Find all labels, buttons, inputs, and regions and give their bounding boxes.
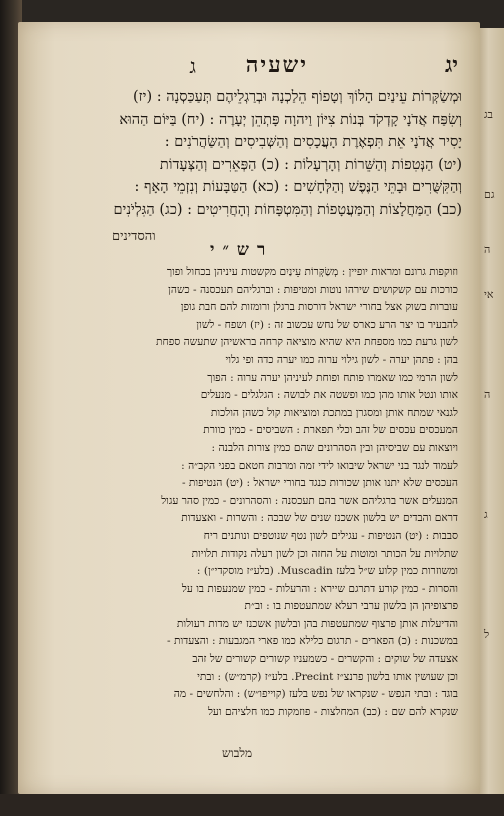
catchword-top: והסדינים <box>112 229 156 244</box>
verse-line: (יט) הַנְּטִפוֹת וְהַשֵּׁרוֹת וְהָרְעָלוֹת : (כ) הַפְּאֵרִים וְהַצְּעָדוֹת <box>159 156 462 173</box>
commentary-line: להבעיר בו יצר הרע כארס של נחש עכשוב זה : (יז) ושפח - לשון <box>196 318 458 331</box>
page-header <box>38 52 458 82</box>
commentary-line: כורכות עם קשקושים שירהו נוטות ומטיפות : וברגליהם תעכסנה - כשהן <box>168 283 458 296</box>
next-page-mark: גם <box>484 188 495 201</box>
commentary-text <box>40 264 458 721</box>
commentary-line: אותו ונטל אותו מהן כמו ופשטה את לבושה : הגלגלים - מנעלים <box>200 389 458 402</box>
commentary-line: וזוקפות גרונם ומראות יופיין : מְשַׂקְּרוֹת עֵינַיִם מקשטות עיניהן בכחול ופוך <box>166 266 458 278</box>
verse-line: יָסִיר אֲדֹנָי אֵת תִּפְאֶרֶת הָעֲכָסִים וְהַשְּׁבִיסִים וְהַשַּׂהֲרֹנִים : <box>164 134 462 150</box>
commentary-line: אצעדה של שוקים : והקשרים - כשמעניו קשורים קשורים של זהב <box>192 653 458 666</box>
commentary-line: והסרות - כמין קורע דתרגם שיירא : והרעלות - כמין שמנעפות בו על <box>181 582 458 595</box>
commentary-heading: רש״י <box>210 240 274 260</box>
next-page-mark: ה <box>484 388 491 401</box>
commentary-line: והדיעלות אותן פרצוף שמתעטפות בהן ובלשון אשכנז יש מדות רעולות <box>176 617 458 630</box>
scripture-text <box>38 86 462 221</box>
commentary-line: לשון הרמי כמו שאמרו פותח ופוחת לעיניהן יערה ערוה : הפוך <box>207 371 458 384</box>
commentary-line: סבבות : (יט) הנטיפות - עגילים לשון נטף שנוטפים ונותנים ריח <box>203 529 458 542</box>
commentary-line: ומשוזרות כמין קלוע ש״ל בלעז Muscadin. (בלע״ז מוסקדי״ן) : <box>196 565 458 578</box>
book-title: ישעיה <box>245 52 308 78</box>
chapter-number: ג <box>189 54 196 78</box>
verse-line: וְשִׂפַּח אֲדֹנָי קָדְקֹד בְּנוֹת צִיּוֹן וַיהוָה פָּתְהֵן יְעָרֶה : (יח) בַּיּוֹם הַהוּא <box>119 111 462 128</box>
commentary-line: בהן : פתהן יערה - לשון גילוי ערוה כמו יערה כדה ופי גלוי <box>225 353 458 366</box>
next-page-mark: ג <box>484 508 488 521</box>
verse-line: וְהַקִּשֻּׁרִים וּבָתֵּי הַנֶּפֶשׁ וְהַלְּחָשִׁים : (כא) הַטַּבָּעוֹת וְנִזְמֵי הָאָף : <box>134 179 462 195</box>
next-page-edge <box>478 28 504 804</box>
catchword-bottom: מלבוש <box>222 746 253 760</box>
commentary-line: ויוצאות עם שביסיהן ובין הסהרונים שהם כמין צורות הלבנה : <box>211 441 458 454</box>
commentary-line: וכן שעושין אותו בלשון פרנצ״ז Precint. בלע״ז (קרמ״ש) : ובתי <box>197 670 458 683</box>
commentary-line: במשכנות : (כ) הפארים - תרגום כלילא כמו פארי המגבעות : והצעדות - <box>167 635 458 648</box>
next-page-mark: בג <box>484 108 493 121</box>
next-page-mark: ה <box>484 243 491 256</box>
verse-line: (כב) הַמַּחֲלָצוֹת וְהַמַּעֲטָפוֹת וְהַמִּטְפָּחוֹת וְהָחֲרִיטִים : (כג) הַגִּלְיֹנִים <box>113 201 462 218</box>
commentary-line: לשון גרעת כמו מספחת היא שהיא מוציאה קרחה בראשיהן שתעשה ספחת <box>155 336 458 349</box>
commentary-line: המעכסים עכסים של זהב וכלי תפארת : השביסים - כמין כוורת <box>203 424 458 437</box>
commentary-line: פרצופיהן הן בלשון ערבי רעלא שמתעטפות בו : וב״ת <box>244 600 458 613</box>
commentary-line: לגנאי שמתח אותן ומסגרן במתכת ומוציאות קול כשהן הולכות <box>210 406 458 419</box>
verse-line: וּמְשַׂקְּרוֹת עֵינַיִם הָלוֹךְ וְטָפוֹף הֵלַכְנָה וּבְרַגְלֵיהֶם תְּעַכַּסְנָה : (יז) <box>132 89 462 105</box>
commentary-line: דראם והבדים יש בלשון אשכנז שנים של שבכה : והשרות - ואצעדות <box>181 512 458 525</box>
commentary-line: עוברות בשוק אצל בחורי ישראל דורסות ברגלן ורומזות להם חבת גופן <box>180 301 458 314</box>
commentary-line: לעמוד לנגד בני ישראל שיבואו לידי זמה ומרבות חטאם בפני הקב״ה : <box>181 459 458 472</box>
page-number: יג <box>444 52 458 78</box>
commentary-line: בוגד : ובתי הנפש - שנקראו של נפש בלעז (קוייפו״ש) : והלחשים - מה <box>173 688 458 701</box>
commentary-line: המנעלים אשר ברגליהם אשר בהם תעכסנה : והסהרונים - כמין סהר עגול <box>161 494 458 507</box>
next-page-mark: אי <box>484 288 494 301</box>
next-page-mark: ל <box>484 628 490 641</box>
commentary-line: העכסים שלא יתנו אותן שכורות כנגד בחורי ישראל : (יט) הנטיפות - <box>181 477 458 490</box>
commentary-line: שתלויות על הכותר ומוטות על החזה וכן לשון רעלה נקודות תלויות <box>191 547 458 560</box>
commentary-line: שנקרא להם שם : (כב) המחלצות - פוזמקות כמו חלציהם ועל <box>207 705 458 718</box>
bottom-shadow <box>0 794 504 816</box>
